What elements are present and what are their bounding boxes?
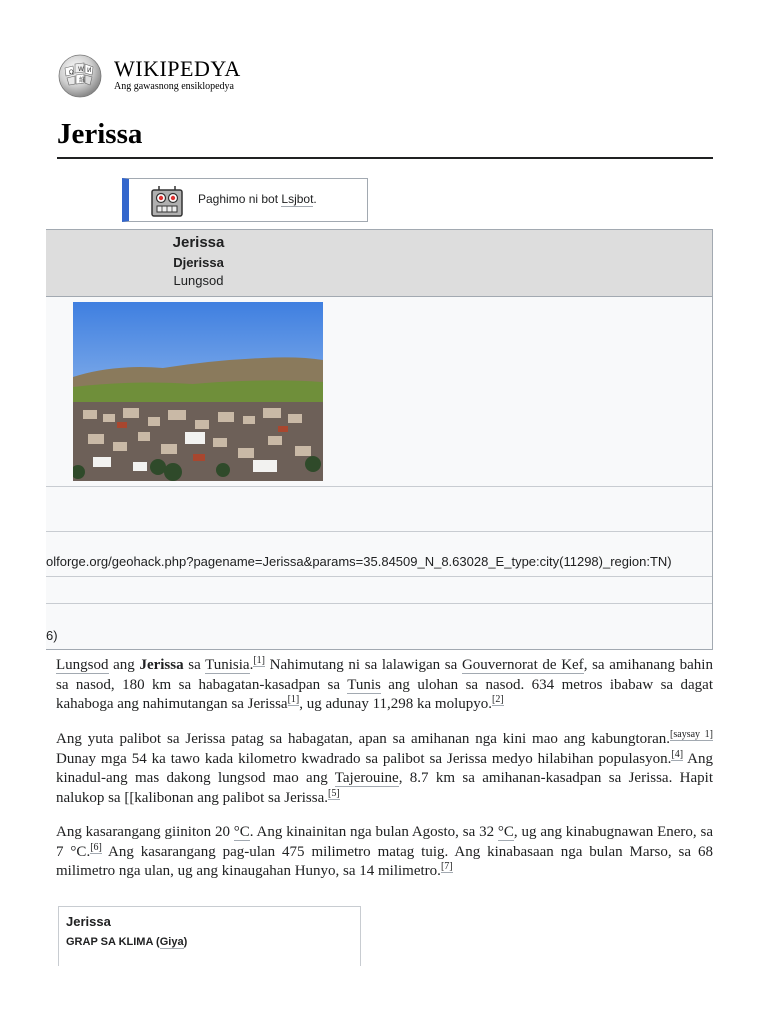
svg-text:維: 維 <box>79 77 86 84</box>
text: ang ulohan sa nasod. 634 metros ibabaw sa dagat kahaboga ang nahimutangan sa Jerissa <box>56 676 713 712</box>
infobox-header <box>46 230 712 297</box>
text: , ug adunay 11,298 ka molupyo. <box>299 696 493 712</box>
infobox-row-divider <box>46 486 712 487</box>
text: ) <box>183 936 188 948</box>
svg-text:W: W <box>78 66 84 73</box>
reference-2[interactable]: [2] <box>492 694 504 705</box>
text: Nahimutang ni sa lalawigan sa <box>265 657 462 673</box>
city-photo[interactable] <box>73 302 323 481</box>
guide-link[interactable]: Giya <box>159 936 184 948</box>
reference-4[interactable]: [4] <box>671 748 684 760</box>
climate-chart-box <box>58 906 361 966</box>
text: , ug ang kinabugnawan Enero, sa 7 °C. <box>56 824 713 860</box>
site-tagline: Ang gawasnong ensiklopedya <box>114 81 234 92</box>
note-saysay-1[interactable]: [saysay 1] <box>670 729 713 740</box>
link-tajerouine[interactable]: Tajerouine <box>334 770 399 786</box>
reference-1b[interactable]: [1] <box>287 694 300 705</box>
robot-icon <box>149 183 185 219</box>
link-lungsod[interactable]: Lungsod <box>56 657 109 673</box>
geohack-link[interactable]: olforge.org/geohack.php?pagename=Jerissa&params=35.84509_N_8.63028_E_type:city(11298)_region:TN) <box>46 554 672 569</box>
article-paragraph-3 <box>56 823 713 882</box>
text: GRAP SA KLIMA ( <box>66 936 160 948</box>
text: . Ang kinainitan nga bulan Agosto, sa 32 <box>249 824 498 840</box>
link-tunis[interactable]: Tunis <box>347 676 381 693</box>
bot-notice-box <box>122 178 368 222</box>
link-celsius[interactable]: °C <box>497 824 514 840</box>
reference-7[interactable]: [7] <box>440 861 453 872</box>
infobox-title: Jerissa <box>172 234 225 251</box>
reference-1[interactable]: [1] <box>253 655 265 666</box>
bot-notice-text <box>198 192 317 206</box>
wikipedia-globe-logo-icon[interactable] <box>55 52 105 98</box>
article-paragraph-2 <box>56 730 713 808</box>
site-header <box>55 52 355 100</box>
bot-notice-prefix: Paghimo ni bot <box>198 192 282 206</box>
reference-6[interactable]: [6] <box>90 841 102 853</box>
infobox-row-divider <box>46 603 712 604</box>
title-divider <box>57 157 713 159</box>
infobox-type: Lungsod <box>173 273 224 288</box>
link-gouvernorat-de-kef[interactable]: Gouvernorat de Kef <box>461 657 584 673</box>
text: Dunay mga 54 ka tawo kada kilometro kwadrado sa palibot sa Jerissa medyo hilabihan populasyon. <box>56 750 672 767</box>
text: Ang kasarangang giiniton 20 <box>56 824 234 840</box>
infobox <box>46 229 713 650</box>
svg-text:Ω: Ω <box>69 69 74 76</box>
bold-title: Jerissa <box>139 657 184 673</box>
text: Ang yuta palibot sa Jerissa patag sa habagatan, apan sa amihanan nga kini mao ang kabungtoran. <box>56 731 671 747</box>
link-tunisia[interactable]: Tunisia <box>205 657 250 673</box>
climate-title: Jerissa <box>66 914 111 929</box>
text: Ang kasarangang pag-ulan 475 milimetro matag tuig. Ang kinabasaan nga bulan Marso, sa 68 milimetro nga ulan, ug ang kinaugahan Hunyo, sa 14 milimetro. <box>56 843 713 879</box>
text: , sa amihanang bahin sa nasod, 180 km sa habagatan-kasadpan sa <box>56 657 713 693</box>
link-celsius[interactable]: °C <box>233 824 250 840</box>
infobox-subtitle: Djerissa <box>173 255 224 270</box>
bot-notice-suffix: . <box>313 192 317 206</box>
climate-subtitle <box>66 936 187 948</box>
infobox-tail-text: 6) <box>46 628 58 643</box>
infobox-row-divider <box>46 531 712 532</box>
infobox-row-divider <box>46 576 712 577</box>
text: . <box>249 657 254 673</box>
text: Ang kinadul-ang mas dakong lungsod mao ang <box>56 750 713 786</box>
text: sa <box>183 657 206 673</box>
text: , 8.7 km sa amihanan-kasadpan sa Jerissa. Hapit nalukop sa [[kalibonan ang palibot sa Jerissa. <box>56 770 713 806</box>
svg-text:И: И <box>87 67 92 74</box>
site-wordmark[interactable]: WIKIPEDYA <box>114 56 241 81</box>
article-paragraph-1 <box>56 656 713 715</box>
text: ang <box>108 657 140 673</box>
page-title: Jerissa <box>57 118 143 150</box>
reference-5[interactable]: [5] <box>328 787 340 799</box>
bot-link[interactable]: Lsjbot <box>281 192 314 206</box>
